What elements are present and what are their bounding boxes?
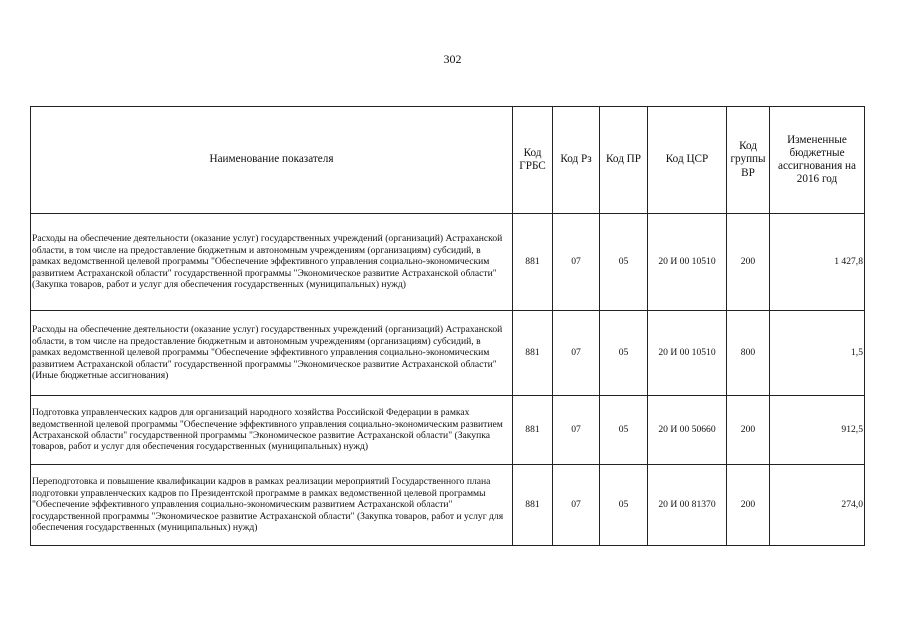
header-name: Наименование показателя xyxy=(31,107,513,214)
page-number: 302 xyxy=(443,52,462,66)
header-csr: Код ЦСР xyxy=(648,107,727,214)
row-grbs: 881 xyxy=(513,311,553,396)
row-csr: 20 И 00 10510 xyxy=(648,311,727,396)
row-name: Расходы на обеспечение деятельности (оказание услуг) государственных учреждений (организаций) Астраханской области, в том числе на предоставление бюджетным и автономным учреждениям (организациям) субсидий, в рамках ведомственной целевой программы "Обеспечение эффективного управления социально-экономическим развитием Астраханской области" государственной программы "Экономическое развитие Астраханской области" (Иные бюджетные ассигнования) xyxy=(31,311,513,396)
row-csr: 20 И 00 10510 xyxy=(648,214,727,311)
table-row xyxy=(31,396,865,465)
row-rz: 07 xyxy=(553,396,600,465)
header-amount: Измененные бюджетные ассигнования на 2016 год xyxy=(770,107,865,214)
row-pr: 05 xyxy=(600,465,648,546)
row-csr: 20 И 00 81370 xyxy=(648,465,727,546)
row-rz: 07 xyxy=(553,214,600,311)
row-name: Подготовка управленческих кадров для организаций народного хозяйства Российской Федерации в рамках ведомственной целевой программы "Обеспечение эффективного управления социально-экономическим развитием Астраханской области" государственной программы "Экономическое развитие Астраханской области" (Закупка товаров, работ и услуг для обеспечения государственных (муниципальных) нужд) xyxy=(31,396,513,465)
row-pr: 05 xyxy=(600,311,648,396)
row-csr: 20 И 00 50660 xyxy=(648,396,727,465)
budget-table xyxy=(30,106,865,546)
row-vr: 200 xyxy=(727,214,770,311)
row-rz: 07 xyxy=(553,311,600,396)
row-amount: 912,5 xyxy=(770,396,865,465)
row-vr: 200 xyxy=(727,396,770,465)
table-row xyxy=(31,214,865,311)
row-grbs: 881 xyxy=(513,465,553,546)
row-rz: 07 xyxy=(553,465,600,546)
header-rz: Код Рз xyxy=(553,107,600,214)
row-pr: 05 xyxy=(600,396,648,465)
row-pr: 05 xyxy=(600,214,648,311)
table-header-row xyxy=(31,107,865,214)
row-amount: 274,0 xyxy=(770,465,865,546)
row-name: Переподготовка и повышение квалификации кадров в рамках реализации мероприятий Государственного плана подготовки управленческих кадров по Президентской программе в рамках ведомственной целевой программы "Обеспечение эффективного управления социально-экономическим развитием Астраханской области" государственной программы "Экономическое развитие Астраханской области" (Закупка товаров, работ и услуг для обеспечения государственных (муниципальных) нужд) xyxy=(31,465,513,546)
table-row xyxy=(31,311,865,396)
row-grbs: 881 xyxy=(513,214,553,311)
row-vr: 800 xyxy=(727,311,770,396)
header-vr: Код группы ВР xyxy=(727,107,770,214)
row-amount: 1,5 xyxy=(770,311,865,396)
row-vr: 200 xyxy=(727,465,770,546)
header-grbs: Код ГРБС xyxy=(513,107,553,214)
row-grbs: 881 xyxy=(513,396,553,465)
header-pr: Код ПР xyxy=(600,107,648,214)
row-amount: 1 427,8 xyxy=(770,214,865,311)
table-row xyxy=(31,465,865,546)
row-name: Расходы на обеспечение деятельности (оказание услуг) государственных учреждений (организаций) Астраханской области, в том числе на предоставление бюджетным и автономным учреждениям (организациям) субсидий, в рамках ведомственной целевой программы "Обеспечение эффективного управления социально-экономическим развитием Астраханской области" государственной программы "Экономическое развитие Астраханской области" (Закупка товаров, работ и услуг для обеспечения государственных (муниципальных) нужд) xyxy=(31,214,513,311)
